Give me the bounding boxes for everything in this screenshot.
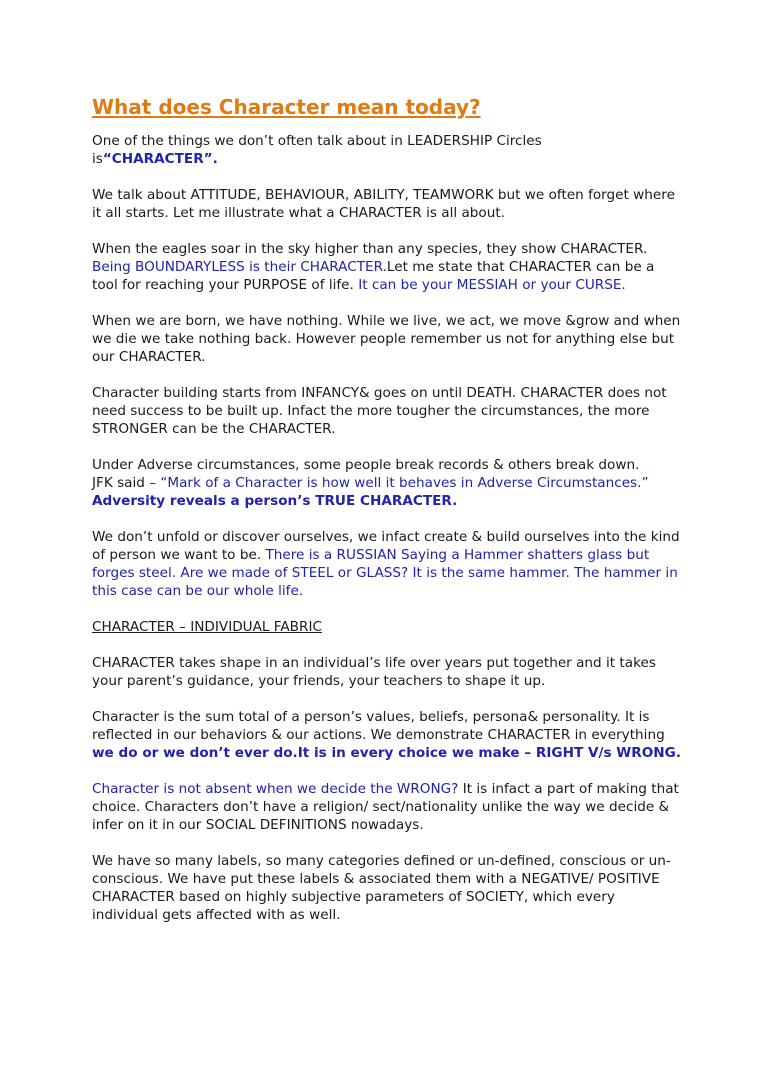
- paragraph-10: [92, 780, 682, 834]
- paragraph-7-text: We don’t unfold or discover ourselves, we infact create & build ourselves into the kind of person we want to be.: [92, 529, 680, 563]
- paragraph-6-text-2: JFK said: [92, 475, 145, 491]
- document-body: [92, 94, 682, 942]
- paragraph-11: We have so many labels, so many categories defined or un-defined, conscious or un-conscious. We have put these labels & associated them with a NEGATIVE/ POSITIVE CHARACTER based on highly subjective parameters of SOCIETY, which every individual gets affected with as well.: [92, 853, 671, 923]
- paragraph-6: [92, 456, 682, 510]
- paragraph-3-highlight: Being BOUNDARYLESS is their CHARACTER.: [92, 259, 387, 275]
- paragraph-1-highlight: “CHARACTER”.: [102, 151, 218, 167]
- paragraph-6-text: Under Adverse circumstances, some people break records & others break down.: [92, 457, 640, 473]
- paragraph-1-text: One of the things we don’t often talk about in LEADERSHIP Circles: [92, 133, 542, 149]
- paragraph-1: [92, 132, 682, 168]
- russian-saying: There is a RUSSIAN Saying a Hammer shatters glass but forges steel. Are we made of STEEL or GLASS? It is the same hammer. The hammer in this case can be our whole life.: [92, 547, 678, 599]
- paragraph-10-highlight: Character is not absent when we decide the WRONG?: [92, 781, 459, 797]
- paragraph-6-highlight: Adversity reveals a person’s TRUE CHARACTER.: [92, 493, 458, 509]
- paragraph-9-highlight: we do or we don’t ever do.It is in every choice we make – RIGHT V/s WRONG.: [92, 745, 681, 761]
- page-title: What does Character mean today?: [92, 95, 481, 119]
- paragraph-7: [92, 528, 682, 600]
- jfk-quote: – “Mark of a Character is how well it behaves in Adverse Circumstances.”: [144, 475, 649, 491]
- section-heading: CHARACTER – INDIVIDUAL FABRIC: [92, 619, 322, 635]
- paragraph-3-text-2: Let me state that CHARACTER can be a tool for reaching your PURPOSE of life.: [92, 259, 655, 293]
- paragraph-9: [92, 708, 682, 762]
- paragraph-8: CHARACTER takes shape in an individual’s life over years put together and it takes your parent’s guidance, your friends, your teachers to shape it up.: [92, 655, 656, 689]
- paragraph-3-highlight-2: It can be your MESSIAH or your CURSE.: [358, 277, 626, 293]
- paragraph-2: We talk about ATTITUDE, BEHAVIOUR, ABILITY, TEAMWORK but we often forget where it all starts. Let me illustrate what a CHARACTER is all about.: [92, 187, 675, 221]
- paragraph-3-text: When the eagles soar in the sky higher than any species, they show CHARACTER.: [92, 241, 648, 257]
- paragraph-9-text: Character is the sum total of a person’s values, beliefs, persona& personality. It is reflected in our behaviors & our actions. We demonstrate CHARACTER in everything: [92, 709, 665, 743]
- paragraph-5: Character building starts from INFANCY& goes on until DEATH. CHARACTER does not need success to be built up. Infact the more tougher the circumstances, the more STRONGER can be the CHARACTER.: [92, 385, 667, 437]
- paragraph-10-text: It is infact a part of making that choice. Characters don’t have a religion/ sect/nationality unlike the way we decide & infer on it in our SOCIAL DEFINITIONS nowadays.: [92, 781, 679, 833]
- paragraph-4: When we are born, we have nothing. While we live, we act, we move &grow and when we die we take nothing back. However people remember us not for anything else but our CHARACTER.: [92, 313, 681, 365]
- paragraph-1-text-2: is: [92, 151, 103, 167]
- paragraph-3: [92, 240, 682, 294]
